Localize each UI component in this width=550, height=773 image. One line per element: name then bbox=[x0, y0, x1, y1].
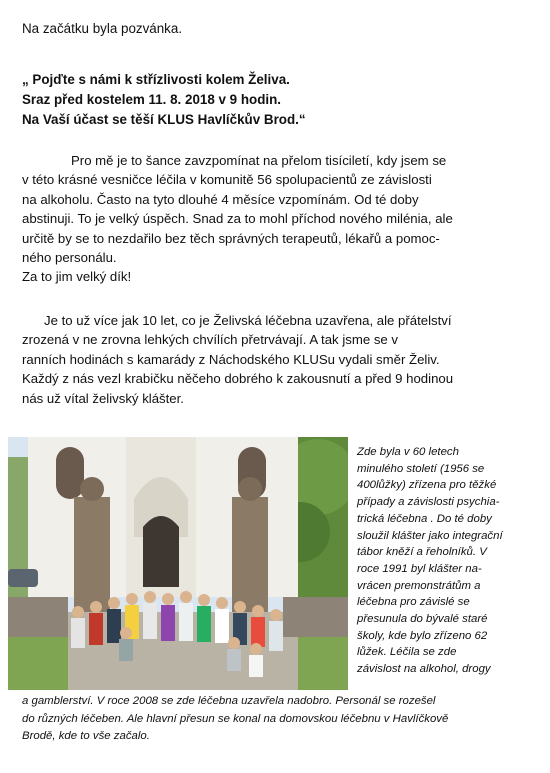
text-line: určitě by se to nezdařilo bez těch správných terapeutů, lékařů a pomoc- bbox=[22, 230, 440, 246]
text-line: nás už vítal želivský klášter. bbox=[22, 390, 184, 406]
paragraph-memories bbox=[22, 151, 529, 287]
caption-line: případy a závislosti psychia- bbox=[357, 496, 500, 509]
caption-line: léčebna pro závislé se bbox=[357, 596, 470, 609]
text-line: na alkoholu. Často na tyto dlouhé 4 měsíce vzpomínám. Od té doby bbox=[22, 191, 419, 207]
photo-caption bbox=[357, 444, 533, 678]
caption-line: minulého století (1956 se bbox=[357, 462, 485, 475]
invitation-line: „ Pojďte s námi k střízlivosti kolem Želiva. bbox=[22, 72, 290, 87]
caption-line: přesunula do bývalé staré bbox=[357, 613, 488, 626]
caption-line: Brodě, kde to vše začalo. bbox=[22, 730, 150, 742]
intro-line: Na začátku byla pozvánka. bbox=[22, 21, 183, 36]
invitation-line: Sraz před kostelem 11. 8. 2018 v 9 hodin. bbox=[22, 92, 282, 107]
closing-line: Za to jim velký dík! bbox=[22, 269, 132, 285]
caption-line: lůžek. Léčila se zde bbox=[357, 646, 457, 659]
caption-line: školy, kde bylo zřízeno 62 bbox=[357, 629, 488, 642]
text-line: Je to už více jak 10 let, co je Želivská léčebna uzavřena, ale přátelství bbox=[44, 313, 452, 328]
invitation-line: Na Vaší účast se těší KLUS Havlíčkův Brod.“ bbox=[22, 112, 306, 127]
caption-line: sloužil klášter jako integrační bbox=[357, 529, 503, 542]
caption-line: tábor kněží a řeholníků. V bbox=[357, 546, 487, 559]
text-line: zrozená v ne zrovna lehkých chvílích přetrvávají. A tak jsme se v bbox=[22, 332, 399, 348]
paragraph-trip bbox=[22, 311, 529, 408]
invitation-block bbox=[22, 70, 542, 130]
caption-line: a gamblerství. V roce 2008 se zde léčebna uzavřela nadobro. Personál se rozešel bbox=[22, 695, 436, 707]
caption-line: roce 1991 byl klášter na- bbox=[357, 562, 482, 575]
caption-line: Zde byla v 60 letech bbox=[357, 446, 459, 458]
text-line: Každý z nás vezl krabičku něčeho dobrého k zakousnutí a před 9 hodinou bbox=[22, 371, 454, 387]
caption-line: trická léčebna . Do té doby bbox=[357, 512, 492, 525]
group-photo-monastery bbox=[8, 437, 348, 690]
text-line: Pro mě je to šance zavzpomínat na přelom tisíciletí, kdy jsem se bbox=[71, 153, 447, 168]
caption-line: závislost na alkohol, drogy bbox=[357, 663, 491, 676]
photo-illustration bbox=[8, 437, 348, 690]
text-line: ného personálu. bbox=[22, 250, 117, 266]
caption-line: do různých léčeben. Ale hlavní přesun se konal na domovskou léčebnu v Havlíčkově bbox=[22, 712, 449, 725]
caption-line: 400lůžky) zřízena pro těžké bbox=[357, 479, 497, 492]
text-line: ranních hodinách s kamarády z Náchodského KLUSu vydali směr Želiv. bbox=[22, 351, 440, 367]
caption-line: vrácen premonstrátům a bbox=[357, 579, 481, 592]
text-line: abstinuji. To je velký úspěch. Snad za to mohl příchod nového milénia, ale bbox=[22, 211, 453, 227]
photo-caption-continuation bbox=[22, 693, 530, 746]
text-line: v této krásné vesničce léčila v komunitě 56 spolupacientů ze závislosti bbox=[22, 172, 432, 188]
